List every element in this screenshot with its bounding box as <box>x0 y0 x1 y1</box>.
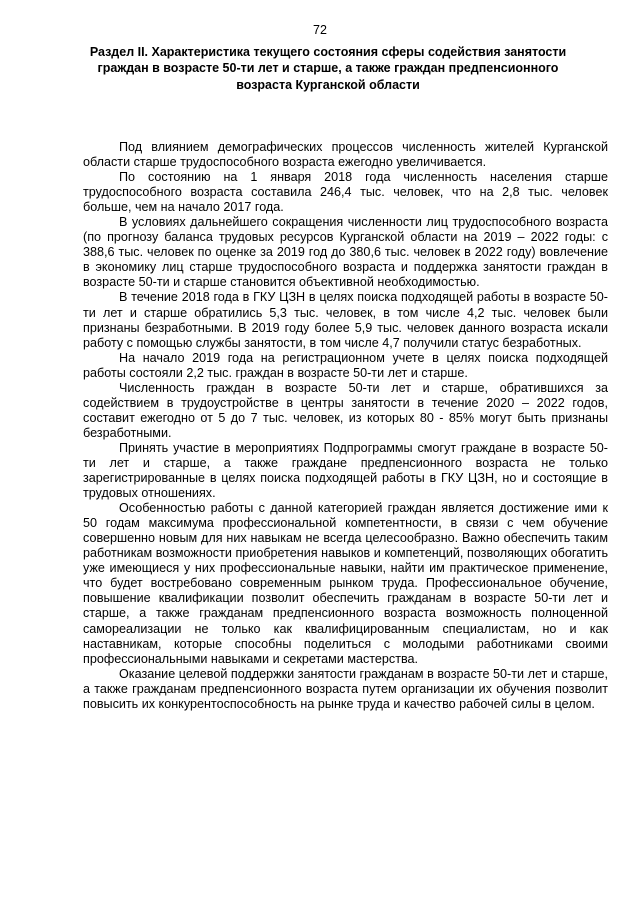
paragraph-4: В течение 2018 года в ГКУ ЦЗН в целях поиска подходящей работы в возрасте 50-ти лет и старше обратились 5,3 тыс. человек, в том числе 4,2 тыс. человек были признаны безработными. В 2019 году более 5,9 тыс. человек данного возраста искали работу с помощью службы занятости, в том числе 4,7 получили статус безработных. <box>83 290 608 350</box>
paragraph-9: Оказание целевой поддержки занятости гражданам в возрасте 50-ти лет и старше, а также гражданам предпенсионного возраста путем организации их обучения позволит повысить их конкурентоспособность на рынке труда и качество рабочей силы в целом. <box>83 666 608 711</box>
paragraph-5: На начало 2019 года на регистрационном учете в целях поиска подходящей работы состояли 2,2 тыс. граждан в возрасте 50-ти лет и старше. <box>83 350 608 380</box>
section-title: Раздел II. Характеристика текущего состояния сферы содействия занятости граждан в возрасте 50-ти лет и старше, а также граждан предпенсионного возраста Курганской области <box>89 45 567 92</box>
paragraph-8: Особенностью работы с данной категорией граждан является достижение ими к 50 годам максимума профессиональной компетентности, в связи с чем обучение совершенно новым для них навыкам не всегда целесообразно. Важно обеспечить таким работникам возможности приобретения навыков и компетенций, позволяющих обогатить уже имеющиеся у них профессиональные навыки, найти им практическое применение, что будет востребовано современным рынком труда. Профессиональное обучение, повышение квалификации позволит обеспечить гражданам в возрасте 50-ти лет и старше, а также гражданам предпенсионного возраста возможность полноценной самореализации не только как квалифицированным специалистам, но и как наставникам, которые способны поделиться с молодыми работниками своими профессиональными навыками и секретами мастерства. <box>83 501 608 666</box>
page-number: 72 <box>313 23 327 37</box>
paragraph-7: Принять участие в мероприятиях Подпрограммы смогут граждане в возрасте 50-ти лет и старше, а также граждане предпенсионного возраста не только зарегистрированные в целях поиска подходящей работы в ГКУ ЦЗН, но и состоящие в трудовых отношениях. <box>83 440 608 501</box>
paragraph-3: В условиях дальнейшего сокращения численности лиц трудоспособного возраста (по прогнозу баланса трудовых ресурсов Курганской области на 2019 – 2022 годы: с 388,6 тыс. человек по оценке за 2019 год до 380,6 тыс. человек в 2022 году) вовлечение в экономику лиц старше трудоспособного возраста и поддержка занятости граждан в возрасте 50-ти и старше становится объективной необходимостью. <box>83 215 608 290</box>
paragraph-6: Численность граждан в возрасте 50-ти лет и старше, обратившихся за содействием в трудоустройстве в центры занятости в течение 2020 – 2022 годов, составит ежегодно от 5 до 7 тыс. человек, из которых 80 - 85% могут быть признаны безработными. <box>83 380 608 440</box>
paragraph-1: Под влиянием демографических процессов численность жителей Курганской области старше трудоспособного возраста ежегодно увеличивается. <box>83 140 608 170</box>
body-text <box>83 140 608 712</box>
paragraph-2: По состоянию на 1 января 2018 года численность населения старше трудоспособного возраста составила 246,4 тыс. человек, что на 2,8 тыс. человек больше, чем на начало 2017 года. <box>83 170 608 215</box>
